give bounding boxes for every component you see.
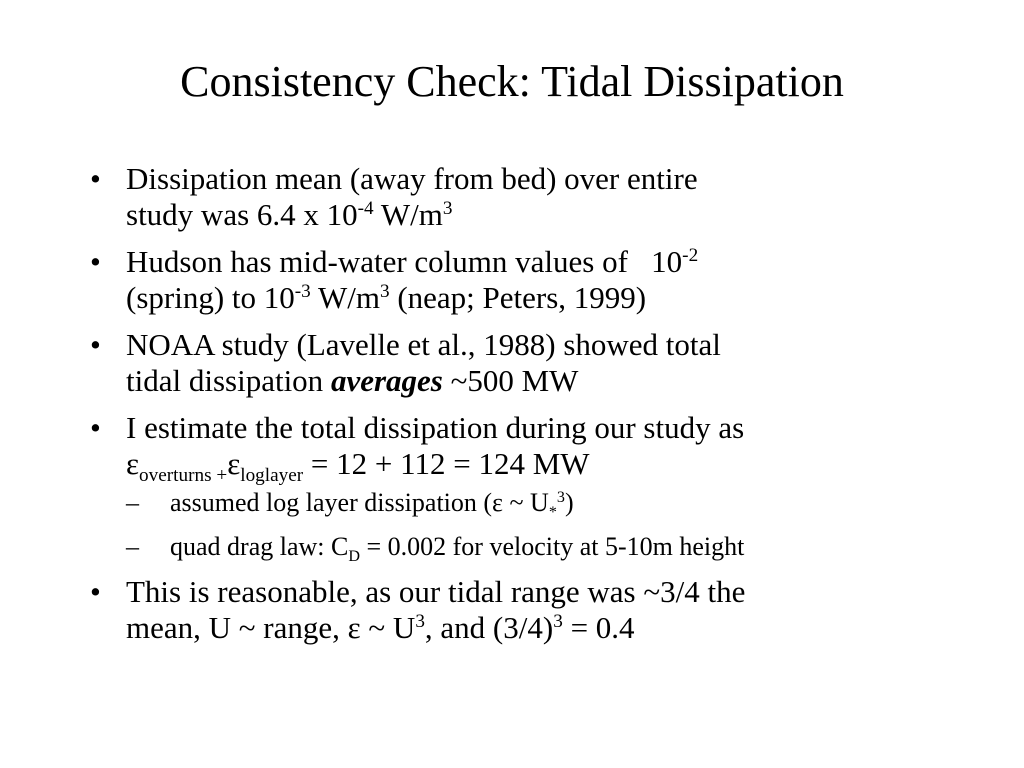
bullet-text-line1: This is reasonable, as our tidal range was ~3/4 the (126, 574, 746, 609)
bullet-text-line1: I estimate the total dissipation during our study as (126, 410, 745, 445)
unit-text: W/m (310, 280, 380, 315)
bullet-estimate (90, 410, 990, 486)
exponent: -2 (682, 245, 699, 267)
dash-marker: – (126, 532, 139, 561)
bullet-text-line1: NOAA study (Lavelle et al., 1988) showed total (126, 327, 721, 362)
bullet-hudson-values (90, 244, 990, 316)
bullet-text-line1: Dissipation mean (away from bed) over entire (126, 161, 698, 196)
epsilon-symbol: ε (126, 446, 140, 481)
bullet-text: tidal dissipation (126, 363, 331, 398)
subscript: overturns + (139, 464, 228, 486)
bullet-marker: • (90, 327, 101, 362)
subscript: * (548, 503, 557, 521)
bullet-text: (neap; Peters, 1999) (389, 280, 647, 315)
exponent: 3 (553, 611, 563, 633)
subbullet-drag-law (126, 530, 990, 564)
subscript: loglayer (240, 464, 304, 486)
subbullet-text: assumed log layer dissipation (ε ~ U (170, 488, 549, 517)
epsilon-symbol: ε (227, 446, 241, 481)
dash-marker: – (126, 488, 139, 517)
bullet-reasonable (90, 574, 990, 646)
unit-exponent: 3 (379, 281, 390, 303)
bullet-text: mean, U ~ range, ε ~ U (126, 610, 416, 645)
bullet-marker: • (90, 410, 101, 445)
bullet-text: = 0.4 (562, 610, 635, 645)
subscript: D (348, 547, 360, 565)
slide-title: Consistency Check: Tidal Dissipation (180, 57, 844, 106)
exponent: -4 (357, 198, 374, 220)
bullet-text: Hudson has mid-water column values of 10 (126, 244, 683, 279)
bullet-mean-dissipation (90, 161, 990, 233)
unit-exponent: 3 (442, 198, 453, 220)
bullet-text: study was 6.4 x 10 (126, 197, 358, 232)
bullet-text: , and (3/4) (424, 610, 554, 645)
bullet-marker: • (90, 244, 101, 279)
subbullet-text: quad drag law: C (170, 532, 349, 561)
subbullet-log-layer (126, 486, 990, 520)
bullet-text: ~500 MW (442, 363, 579, 398)
exponent: 3 (415, 611, 425, 633)
exponent: 3 (556, 489, 565, 507)
bullet-marker: • (90, 574, 101, 609)
bullet-marker: • (90, 161, 101, 196)
bullet-list (90, 161, 990, 657)
exponent: -3 (294, 281, 311, 303)
emphasis-text: averages (330, 363, 443, 398)
subbullet-text: = 0.002 for velocity at 5-10m height (359, 532, 745, 561)
bullet-noaa-study (90, 327, 990, 399)
unit-text: W/m (373, 197, 443, 232)
bullet-text: (spring) to 10 (126, 280, 295, 315)
subbullet-text: ) (564, 488, 574, 517)
bullet-text: = 12 + 112 = 124 MW (303, 446, 590, 481)
